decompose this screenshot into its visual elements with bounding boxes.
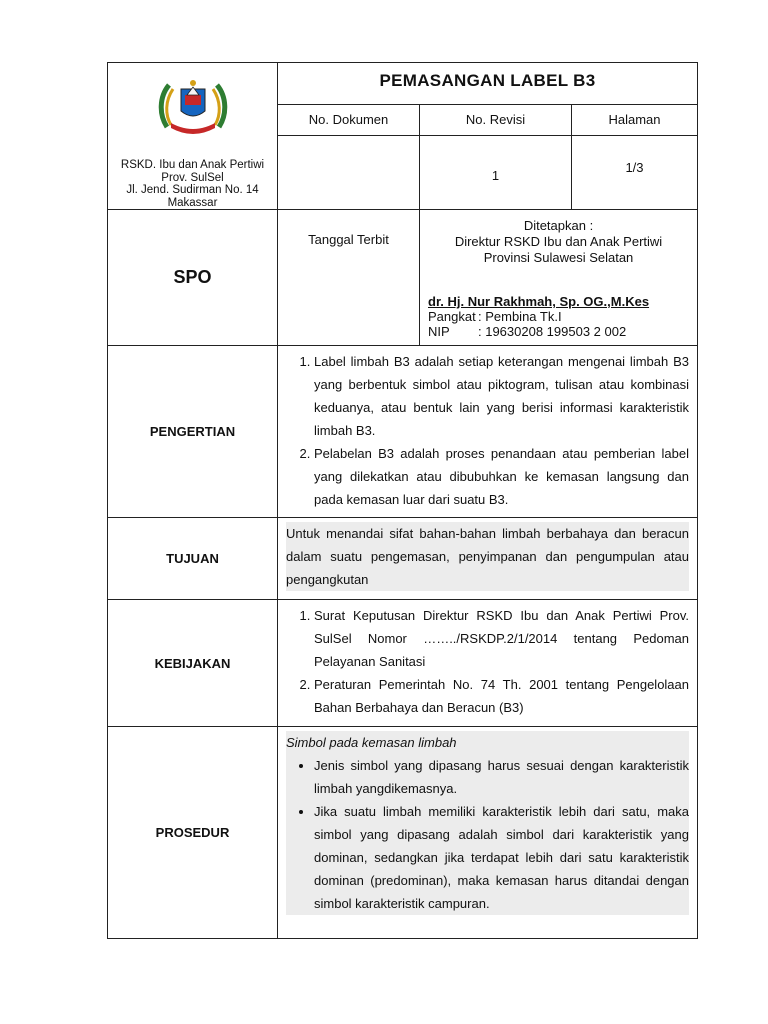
doc-title: PEMASANGAN LABEL B3 — [278, 63, 698, 105]
signature-block — [420, 294, 697, 339]
approval-cell — [420, 210, 698, 346]
pengertian-label: PENGERTIAN — [108, 346, 278, 518]
prosedur-subtitle: Simbol pada kemasan limbah — [286, 735, 457, 750]
tujuan-label: TUJUAN — [108, 518, 278, 600]
pengertian-content — [278, 346, 698, 518]
sulsel-emblem-icon — [157, 75, 229, 139]
nip-value: : 19630208 199503 2 002 — [478, 324, 627, 339]
prosedur-label: PROSEDUR — [108, 727, 278, 939]
col-header-halaman: Halaman — [572, 104, 698, 135]
tujuan-text: Untuk menandai sifat bahan-bahan limbah berbahaya dan beracun dalam suatu pengemasan, penyimpanan dan pengumpulan atau pengangkutan — [286, 522, 689, 591]
tujuan-content — [278, 518, 698, 600]
halaman-value: 1/3 — [572, 135, 698, 209]
spo-document — [107, 62, 697, 923]
ditetapkan-position: Direktur RSKD Ibu dan Anak Pertiwi — [454, 234, 663, 249]
pangkat-label: Pangkat — [428, 309, 476, 324]
list-item: 2. Pelabelan B3 adalah proses penandaan atau pemberian label yang dilekatkan atau dibubuhkan ke kemasan langsung dan pada kemasan luar dari suatu B3. — [314, 442, 689, 511]
pangkat-value: : Pembina Tk.I — [478, 309, 562, 324]
ditetapkan-label: Ditetapkan : — [523, 218, 594, 233]
list-item: • Jenis simbol yang dipasang harus sesuai dengan karakteristik limbah yangdikemasnya. — [314, 754, 689, 800]
kebijakan-label: KEBIJAKAN — [108, 600, 278, 727]
signer-name: dr. Hj. Nur Rakhmah, Sp. OG.,M.Kes — [428, 294, 650, 309]
org-city: Makassar — [167, 196, 218, 209]
org-cell — [108, 63, 278, 210]
nip-label: NIP — [428, 324, 450, 339]
list-item: 1. Surat Keputusan Direktur RSKD Ibu dan Anak Pertiwi Prov. SulSel Nomor ……../RSKDP.2/1/2014 tentang Pedoman Pelayanan Sanitasi — [314, 604, 689, 673]
spo-label: SPO — [108, 210, 278, 346]
org-name-line2: Prov. SulSel — [161, 171, 224, 184]
no-dokumen-value — [278, 135, 420, 209]
ditetapkan-province: Provinsi Sulawesi Selatan — [483, 250, 634, 265]
list-item: • Jika suatu limbah memiliki karakteristik lebih dari satu, maka simbol yang dipasang adalah simbol dari karakteristik yang dominan, sedangkan jika terdapat lebih dari satu karakteristik dominan (predominan), maka kemasan harus ditandai dengan simbol karakteristik campuran. — [314, 800, 689, 915]
org-address: Jl. Jend. Sudirman No. 14 — [126, 184, 259, 196]
list-item: 1. Label limbah B3 adalah setiap keterangan mengenai limbah B3 yang berbentuk simbol atau piktogram, tulisan atau kombinasi keduanya, atau bentuk lain yang berisi informasi karakteristik limbah B3. — [314, 350, 689, 442]
col-header-revisi: No. Revisi — [420, 104, 572, 135]
spo-table — [107, 62, 698, 939]
no-revisi-value: 1 — [420, 135, 572, 209]
org-name-line1: RSKD. Ibu dan Anak Pertiwi — [120, 159, 265, 171]
prosedur-content — [278, 727, 698, 939]
kebijakan-content — [278, 600, 698, 727]
tanggal-terbit-label: Tanggal Terbit — [278, 210, 420, 346]
col-header-dokumen: No. Dokumen — [278, 104, 420, 135]
list-item: 2. Peraturan Pemerintah No. 74 Th. 2001 tentang Pengelolaan Bahan Berbahaya dan Beracun (B3) — [314, 673, 689, 719]
